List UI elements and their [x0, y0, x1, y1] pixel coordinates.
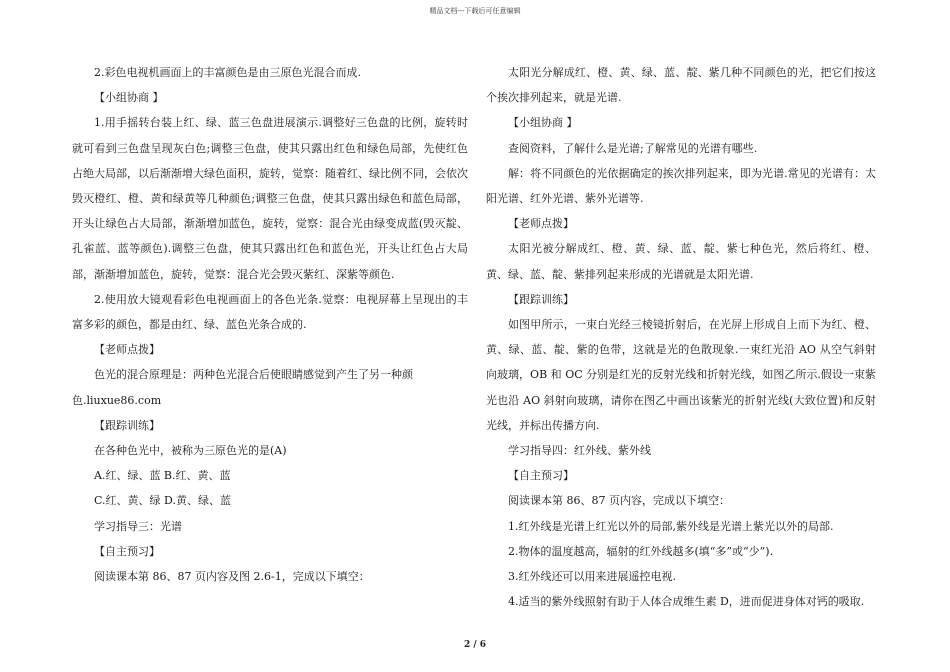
section-heading: 【跟踪训练】 — [94, 418, 160, 432]
section-heading: 【自主预习】 — [508, 469, 574, 483]
right-column — [486, 60, 876, 614]
section-heading: 【小组协商 】 — [508, 116, 578, 130]
section-heading: 【自主预习】 — [94, 544, 160, 558]
section-heading: 【小组协商 】 — [94, 91, 164, 105]
answer-option: A.红、绿、蓝 B.红、黄、蓝 — [94, 469, 231, 483]
paragraph: 如图甲所示，一束白光经三棱镜折射后，在光屏上形成自上而下为红、橙、黄、绿、蓝、靛、紫的色带，这就是光的色散现象.一束红光沿 AO 从空气斜射向玻璃，OB 和 OC 分别是红光的反射光线和折射光线，如图乙所示.假设一束紫光也沿 AO 斜射向玻璃，请你在图乙中画出该紫光的折射光线(大致位置)和反射光线，并标出传播方向. — [486, 318, 876, 432]
section-heading: 【跟踪训练】 — [508, 292, 574, 306]
page-number: 2 / 6 — [463, 640, 487, 650]
paragraph: 1.红外线是光谱上红光以外的局部,紫外线是光谱上紫光以外的局部. — [508, 519, 834, 533]
paragraph: 3.红外线还可以用来进展遥控电视. — [508, 570, 676, 584]
paragraph: 太阳光被分解成红、橙、黄、绿、蓝、靛、紫七种色光，然后将红、橙、黄、绿、蓝、靛、紫排列起来形成的光谱就是太阳光谱. — [486, 242, 876, 281]
answer-option: C.红、黄、绿 D.黄、绿、蓝 — [94, 494, 231, 508]
section-heading: 【老师点拨】 — [94, 343, 160, 357]
paragraph: 阅读课本第 86、87 页内容及图 2.6-1，完成以下填空： — [94, 570, 370, 584]
paragraph: 2.使用放大镜观看彩色电视画面上的各色光条.觉察：电视屏幕上呈现出的丰富多彩的颜色，都是由红、绿、蓝色光条合成的. — [72, 292, 468, 332]
section-title: 学习指导三：光谱 — [94, 519, 182, 533]
paragraph: 1.用手摇转台装上红、绿、蓝三色盘进展演示.调整好三色盘的比例，旋转时就可看到三色盘呈现灰白色;调整三色盘，使其只露出红色和绿色局部，先使红色占绝大局部，以后渐渐增大绿色面积，旋转，觉察：随着红、绿比例不同，会依次毁灭橙红、橙、黄和绿黄等几种颜色;调整三色盘，使其只露出绿色和蓝色局部，开头让绿色占大局部，渐渐增加蓝色，旋转，觉察：混合光由绿变成蓝(毁灭靛、孔雀蓝、蓝等颜色).调整三色盘，使其只露出红色和蓝色光，开头让红色占大局部，渐渐增加蓝色，旋转，觉察：混合光会毁灭紫红、深紫等颜色. — [72, 116, 468, 281]
paragraph: 解：将不同颜色的光依据确定的挨次排列起来，即为光谱.常见的光谱有：太阳光谱、红外光谱、紫外光谱等. — [486, 166, 876, 206]
paragraph: 2.彩色电视机画面上的丰富颜色是由三原色光混合而成. — [94, 66, 361, 79]
paragraph: 色光的混合原理是：两种色光混合后使眼睛感觉到产生了另一种颜 — [94, 368, 413, 382]
paragraph: 太阳光分解成红、橙、黄、绿、蓝、靛、紫几种不同颜色的光，把它们按这个挨次排列起来，就是光谱. — [486, 66, 876, 105]
question: 在各种色光中，被称为三原色光的是(A) — [94, 444, 287, 458]
paragraph: 查阅资料，了解什么是光谱;了解常见的光谱有哪些. — [508, 141, 758, 155]
section-title: 学习指导四：红外线、紫外线 — [508, 444, 651, 458]
paragraph: 4.适当的紫外线照射有助于人体合成维生素 D，进而促进身体对钙的吸取. — [508, 595, 865, 609]
page-header: 精品文档---下载后可任意编辑 — [429, 7, 521, 15]
left-column — [72, 60, 468, 589]
paragraph: 2.物体的温度越高，辐射的红外线越多(填“多”或“少”). — [508, 544, 774, 558]
paragraph: 阅读课本第 86、87 页内容，完成以下填空： — [508, 494, 730, 508]
paragraph-continuation: 色.liuxue86.com — [72, 393, 162, 407]
section-heading: 【老师点拨】 — [508, 217, 574, 231]
